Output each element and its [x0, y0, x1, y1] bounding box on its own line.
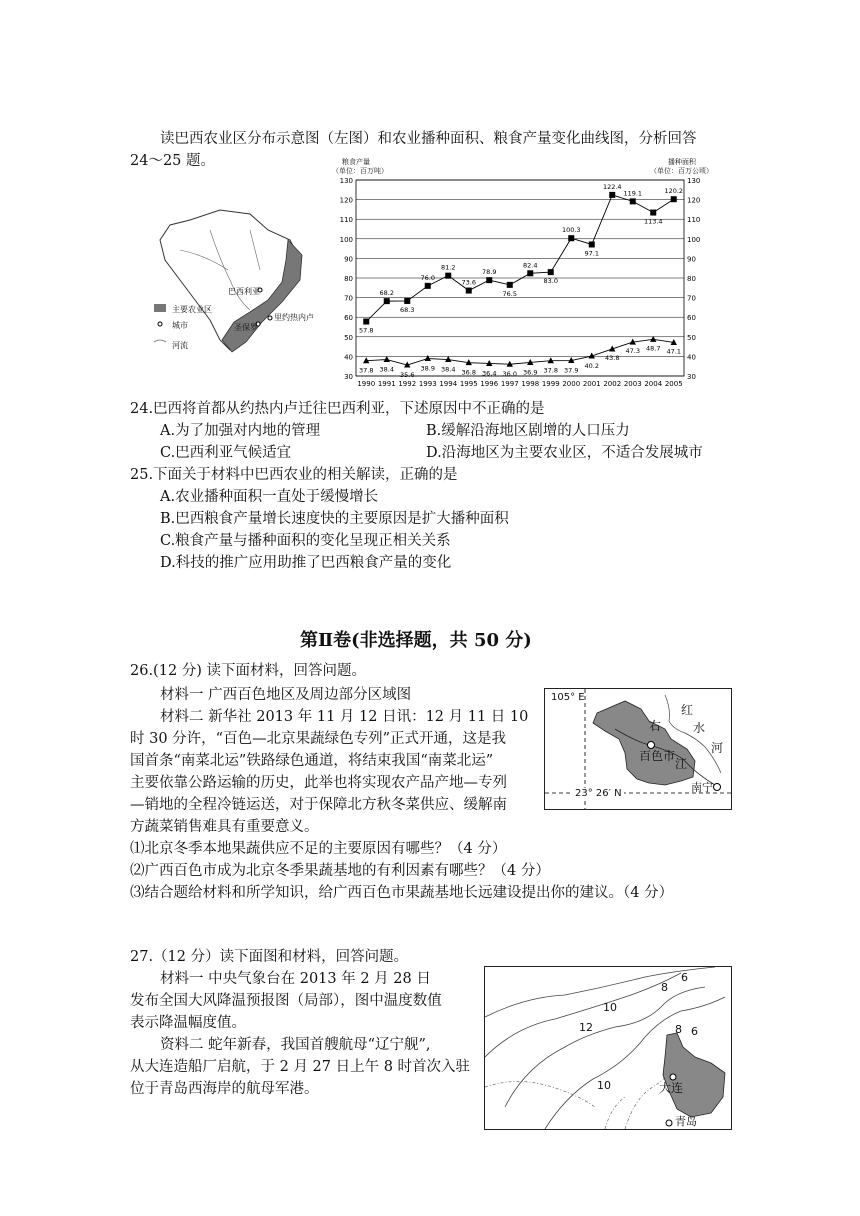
y-tick-right: 90	[687, 255, 696, 264]
data-label: 38.9	[420, 364, 435, 373]
river-char-he: 河	[711, 741, 724, 755]
data-point	[589, 241, 595, 247]
q27-material-2-line: 从大连造船厂启航，于 2 月 27 日上午 8 时首次入驻	[130, 1059, 471, 1075]
y-tick-left: 120	[339, 196, 353, 205]
y-tick-right: 120	[687, 196, 700, 205]
baise-map	[544, 688, 732, 810]
q26-material-2-line: 主要依靠公路运输的历史，此举也将实现农产品产地—专列	[130, 775, 507, 791]
q24-option-d: D.沿海地区为主要农业区，不适合发展城市	[426, 445, 703, 461]
x-tick-label: 1999	[541, 380, 560, 388]
data-point	[384, 298, 390, 304]
data-label: 47.3	[625, 347, 640, 356]
section-title: 第Ⅱ卷(非选择题，共 50 分)	[300, 630, 532, 651]
q26-sub-3: ⑶结合题给材料和所学知识，给广西百色市果蔬基地长远建设提出你的建议。（4 分）	[130, 885, 674, 901]
data-label: 82.4	[523, 261, 538, 270]
baise-city-label: 百色市	[639, 749, 676, 763]
isotherm-label: 10	[597, 1079, 611, 1092]
isotherm-label: 6	[681, 971, 688, 984]
legend-city: 城市	[172, 321, 188, 330]
data-label: 113.4	[643, 217, 663, 226]
x-tick-label: 2002	[603, 380, 622, 388]
q24-option-a: A.为了加强对内地的管理	[160, 423, 321, 439]
data-label: 47.1	[666, 347, 681, 356]
x-tick-label: 2005	[664, 380, 683, 388]
isotherm-label: 8	[661, 981, 668, 994]
y-tick-right: 50	[687, 333, 696, 342]
baise-lon-label: 105° E	[551, 692, 585, 703]
q26-material-2-line: 材料二 新华社 2013 年 11 月 12 日讯：12 月 11 日 10	[160, 709, 529, 725]
intro-line-1: 读巴西农业区分布示意图（左图）和农业播种面积、粮食产量变化曲线图，分析回答	[160, 131, 697, 147]
q24-stem: 24.巴西将首都从约热内卢迁往巴西利亚，下述原因中不正确的是	[130, 401, 545, 417]
x-tick-label: 1997	[500, 380, 519, 388]
data-label: 83.0	[543, 277, 558, 286]
y-tick-left: 70	[344, 294, 353, 303]
data-label: 120.2	[664, 187, 684, 196]
x-tick-label: 2001	[582, 380, 601, 388]
data-label: 43.8	[605, 353, 620, 362]
data-label: 36.9	[523, 368, 538, 377]
y-tick-left: 100	[339, 235, 353, 244]
left-axis-title: 粮食产量	[342, 158, 370, 166]
data-point	[384, 356, 390, 362]
data-point	[671, 196, 677, 202]
line-chart	[330, 172, 700, 394]
dalian-label: 大连	[659, 1081, 684, 1095]
x-tick-label: 1998	[521, 380, 540, 388]
x-tick-label: 1993	[418, 380, 437, 388]
y-tick-left: 60	[344, 314, 353, 323]
y-tick-right: 130	[687, 177, 700, 185]
y-tick-left: 130	[339, 177, 353, 185]
y-tick-right: 80	[687, 275, 696, 283]
y-tick-right: 60	[687, 314, 696, 323]
data-point	[466, 288, 472, 294]
y-tick-left: 30	[344, 373, 353, 381]
data-label: 37.8	[359, 366, 374, 375]
data-label: 73.6	[461, 278, 476, 287]
q26-material-2-line: —销地的全程冷链运送，对于保障北方秋冬菜供应、缓解南	[130, 797, 507, 813]
y-tick-left: 110	[339, 216, 353, 225]
data-point	[404, 298, 410, 304]
data-point	[548, 357, 554, 363]
q26-stem: 26.(12 分) 读下面材料，回答问题。	[130, 663, 367, 679]
x-tick-label: 2004	[644, 380, 663, 388]
y-tick-right: 100	[687, 235, 700, 244]
weather-map	[484, 966, 732, 1130]
data-label: 122.4	[602, 182, 622, 191]
q26-material-2-line: 国首条“南菜北运”铁路绿色通道，将结束我国“南菜北运”	[130, 753, 494, 769]
q27-material-2-line: 位于青岛西海岸的航母军港。	[130, 1081, 319, 1097]
q26-material-2-line: 时 30 分许，“百色—北京果蔬绿色专列”正式开通，这是我	[130, 731, 506, 747]
data-point	[507, 282, 513, 288]
left-axis-unit: （单位：百万吨）	[332, 167, 388, 175]
q26-sub-1: ⑴北京冬季本地果蔬供应不足的主要原因有哪些？（4 分）	[130, 841, 507, 857]
x-tick-label: 1992	[398, 380, 417, 388]
isotherm-label: 12	[579, 1021, 593, 1034]
data-point	[609, 192, 615, 198]
q26-material-2-line: 方蔬菜销售难具有重要意义。	[130, 819, 319, 835]
isotherm-label: 6	[691, 1025, 698, 1038]
q27-stem: 27.（12 分）读下面图和材料，回答问题。	[130, 949, 409, 965]
y-tick-right: 40	[687, 353, 696, 362]
river-char-jiang: 江	[675, 757, 688, 771]
x-tick-label: 1994	[439, 380, 458, 388]
y-tick-left: 50	[344, 333, 353, 342]
data-label: 119.1	[623, 189, 643, 198]
isotherm-label: 8	[675, 1023, 682, 1036]
data-label: 35.6	[400, 371, 415, 380]
q27-material-1-line: 材料一 中央气象台在 2013 年 2 月 28 日	[160, 971, 431, 987]
q27-material-1-line: 表示降温幅度值。	[130, 1015, 246, 1031]
q27-material-1-line: 发布全国大风降温预报图（局部），图中温度数值	[130, 993, 442, 1009]
data-point	[425, 283, 431, 289]
data-label: 36.4	[482, 369, 497, 378]
baise-lat-label: 23° 26′ N	[575, 788, 622, 799]
label-brasilia: 巴西利亚	[228, 287, 260, 296]
intro-line-2: 24～25 题。	[130, 153, 216, 169]
data-label: 97.1	[584, 249, 599, 258]
y-tick-right: 30	[687, 373, 696, 381]
q25-stem: 25.下面关于材料中巴西农业的相关解读，正确的是	[130, 467, 458, 483]
data-label: 100.3	[561, 226, 581, 235]
label-rio: 里约热内卢	[274, 313, 314, 322]
data-point	[445, 273, 451, 279]
data-label: 38.4	[441, 365, 456, 374]
x-tick-label: 1995	[459, 380, 478, 388]
q26-sub-2: ⑵广西百色市成为北京冬季果蔬基地的有利因素有哪些？（4 分）	[130, 863, 550, 879]
label-saopaulo: 圣保罗	[234, 323, 258, 332]
data-point	[486, 277, 492, 283]
q24-option-b: B.缓解沿海地区剧增的人口压力	[426, 423, 630, 439]
river-char-shui: 水	[693, 721, 706, 735]
data-point	[650, 210, 656, 216]
data-label: 68.2	[379, 289, 394, 298]
data-point	[548, 269, 554, 275]
legend-agri: 主要农业区	[172, 305, 212, 314]
data-point	[527, 270, 533, 276]
data-label: 57.8	[359, 326, 374, 335]
y-tick-right: 110	[687, 216, 700, 225]
right-axis-unit: （单位：百万公顷）	[650, 167, 713, 175]
river-char-you: 右	[649, 719, 662, 733]
data-label: 76.5	[502, 289, 517, 298]
data-point	[363, 319, 369, 325]
data-label: 37.9	[564, 366, 579, 375]
data-label: 36.8	[461, 368, 476, 377]
x-tick-label: 2003	[623, 380, 642, 388]
y-tick-left: 90	[344, 255, 353, 264]
x-tick-label: 1996	[480, 380, 499, 388]
q26-material-1: 材料一 广西百色地区及周边部分区域图	[160, 687, 412, 703]
data-point	[568, 235, 574, 241]
river-char-hong: 红	[681, 703, 694, 717]
legend-river: 河流	[172, 341, 188, 350]
q24-option-c: C.巴西利亚气候适宜	[160, 445, 292, 461]
x-tick-label: 2000	[562, 380, 581, 388]
data-point	[425, 355, 431, 361]
q25-option-c: C.粮食产量与播种面积的变化呈现正相关关系	[160, 533, 451, 549]
isotherm-label: 10	[603, 1001, 617, 1014]
q25-option-b: B.巴西粮食产量增长速度快的主要原因是扩大播种面积	[160, 511, 509, 527]
brazil-map	[150, 200, 330, 360]
data-label: 36.0	[502, 370, 517, 379]
y-tick-right: 70	[687, 294, 696, 303]
y-tick-left: 80	[344, 275, 353, 283]
data-label: 76.0	[420, 273, 435, 282]
data-label: 81.2	[441, 263, 456, 272]
q25-option-d: D.科技的推广应用助推了巴西粮食产量的变化	[160, 555, 452, 571]
q27-material-2-line: 资料二 蛇年新春，我国首艘航母“辽宁舰”,	[160, 1037, 431, 1053]
data-label: 48.7	[646, 344, 661, 353]
data-label: 68.3	[400, 305, 415, 314]
data-point	[630, 198, 636, 204]
qingdao-label: 青岛	[675, 1115, 697, 1128]
right-axis-title: 播种面积	[668, 158, 696, 166]
data-label: 38.4	[379, 365, 394, 374]
y-tick-left: 40	[344, 353, 353, 362]
x-tick-label: 1991	[377, 380, 396, 388]
data-label: 37.8	[543, 366, 558, 375]
x-tick-label: 1990	[357, 380, 376, 388]
nanning-label: 南宁	[691, 781, 713, 794]
q25-option-a: A.农业播种面积一直处于缓慢增长	[160, 489, 379, 505]
data-label: 40.2	[584, 362, 599, 371]
data-label: 78.9	[482, 268, 497, 277]
